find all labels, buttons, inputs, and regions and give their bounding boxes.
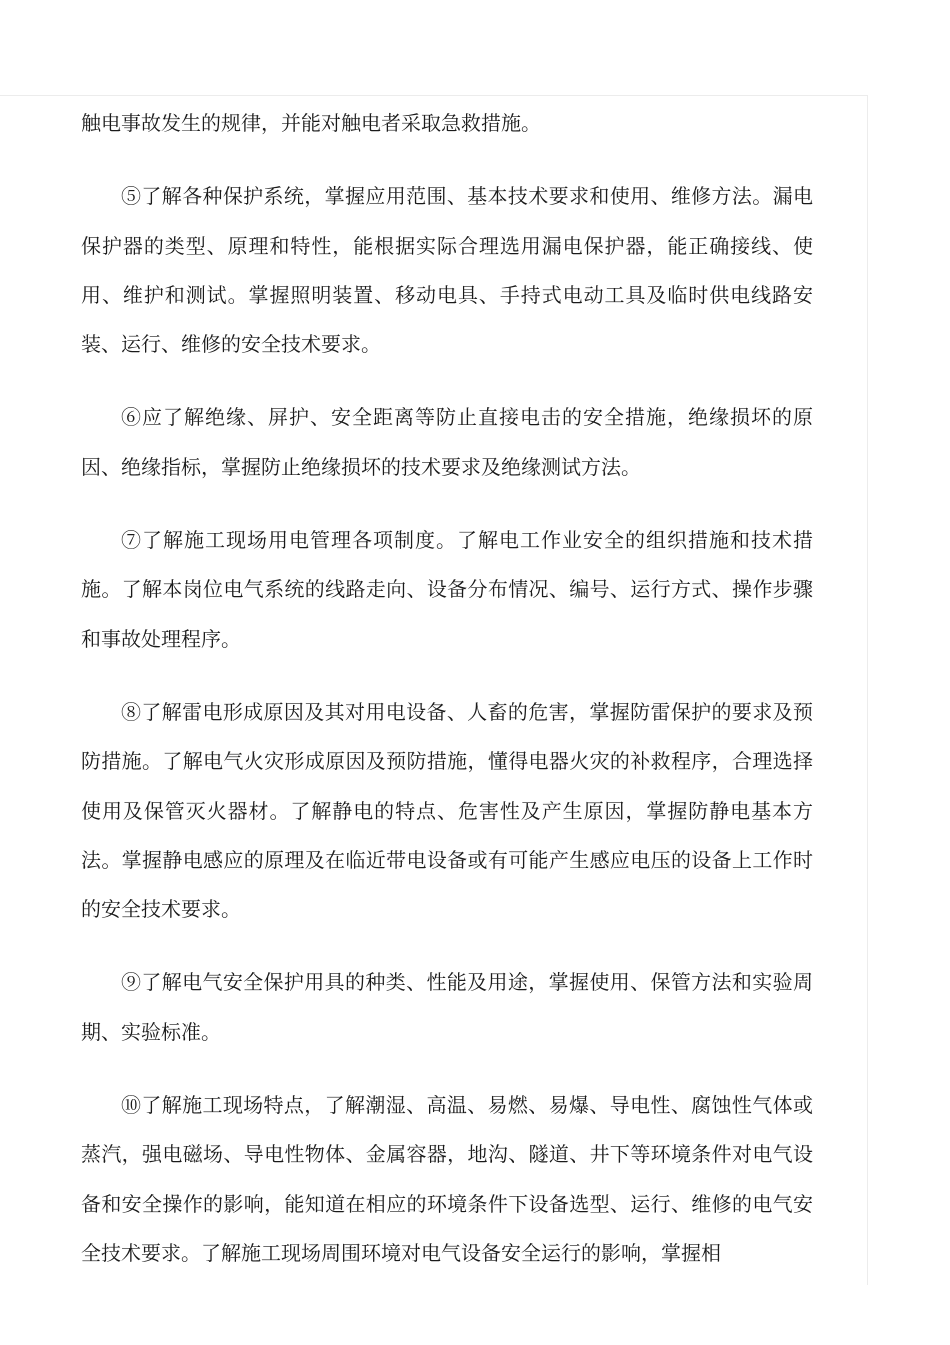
paragraph-item-8: ⑧了解雷电形成原因及其对用电设备、人畜的危害，掌握防雷保护的要求及预防措施。了解电气火灾形成原因及预防措施，懂得电器火灾的补救程序，合理选择使用及保管灭火器材。了解静电的特点、危害性及产生原因，掌握防静电基本方法。掌握静电感应的原理及在临近带电设备或有可能产生感应电压的设备上工作时的安全技术要求。 [81, 699, 813, 922]
paragraph-item-5: ⑤了解各种保护系统，掌握应用范围、基本技术要求和使用、维修方法。漏电保护器的类型、原理和特性，能根据实际合理选用漏电保护器，能正确接线、使用、维护和测试。掌握照明装置、移动电具、手持式电动工具及临时供电线路安装、运行、维修的安全技术要求。 [81, 184, 813, 357]
paragraph-continuation: 触电事故发生的规律，并能对触电者采取急救措施。 [81, 111, 541, 135]
paragraph-item-7: ⑦了解施工现场用电管理各项制度。了解电工作业安全的组织措施和技术措施。了解本岗位电气系统的线路走向、设备分布情况、编号、运行方式、操作步骤和事故处理程序。 [81, 528, 813, 651]
document-body [81, 99, 813, 1302]
paragraph-item-10: ⑩了解施工现场特点，了解潮湿、高温、易燃、易爆、导电性、腐蚀性气体或蒸汽，强电磁场、导电性物体、金属容器，地沟、隧道、井下等环境条件对电气设备和安全操作的影响，能知道在相应的环境条件下设备选型、运行、维修的电气安全技术要求。了解施工现场周围环境对电气设备安全运行的影响，掌握相 [81, 1093, 813, 1265]
paragraph-item-9: ⑨了解电气安全保护用具的种类、性能及用途，掌握使用、保管方法和实验周期、实验标准。 [81, 970, 813, 1044]
paragraph-item-6: ⑥应了解绝缘、屏护、安全距离等防止直接电击的安全措施，绝缘损坏的原因、绝缘指标，掌握防止绝缘损坏的技术要求及绝缘测试方法。 [81, 405, 813, 479]
